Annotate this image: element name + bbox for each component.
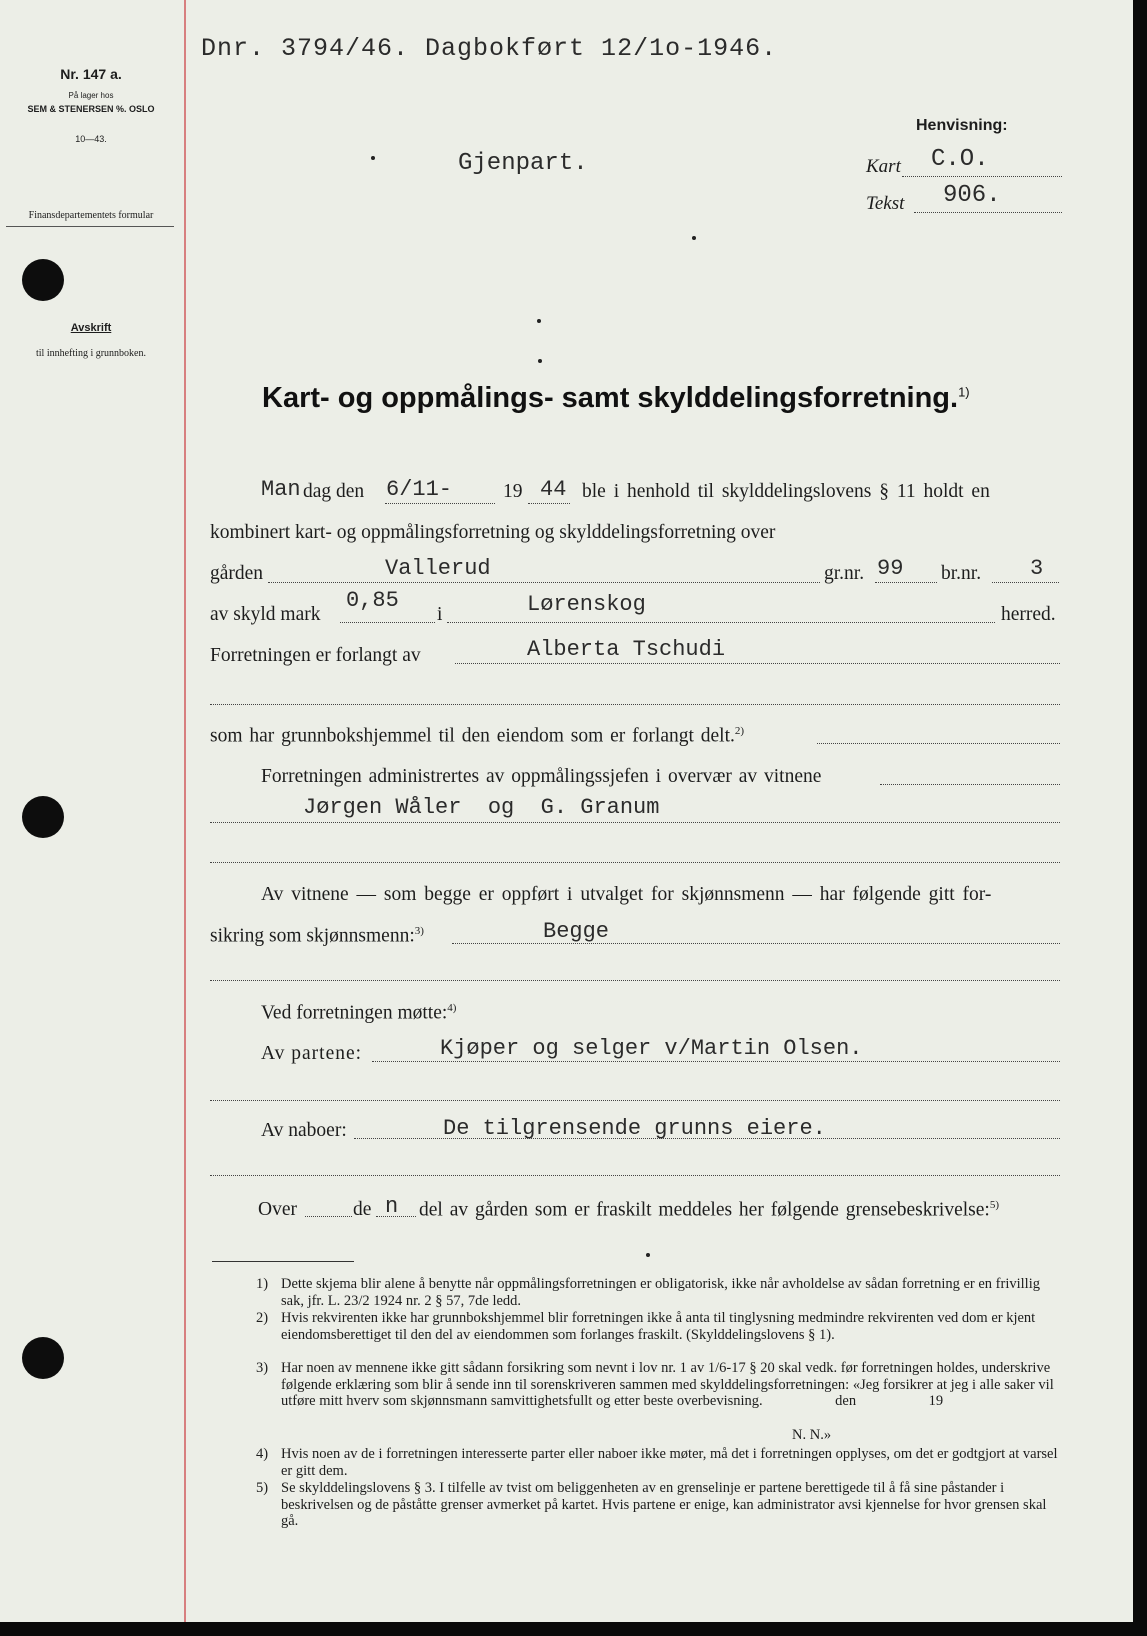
herred-dots: [447, 622, 995, 623]
grnr-label: gr.nr.: [824, 563, 865, 584]
blank-line: [210, 980, 1060, 981]
over-value: n: [385, 1194, 399, 1219]
over-rest: [419, 1199, 999, 1222]
vitner-line2-text: sikring som skjønnsmenn:: [210, 925, 415, 947]
kart-value: C.O.: [931, 146, 989, 173]
partene-label: Av partene:: [261, 1043, 363, 1064]
ink-speck: [692, 236, 696, 240]
footnote-text: Dette skjema blir alene å benytte når oppmålingsforretningen er obligatorisk, ikke når avholdelse av sådan forretning er en frivillig sak, jfr. L. 23/2 1924 nr. 2 § 57, 7de ledd.: [281, 1276, 1040, 1309]
footnote-signature: N. N.»: [792, 1427, 832, 1443]
avskrift-label: Avskrift: [70, 322, 112, 334]
footnote-number: 2): [256, 1310, 269, 1326]
print-date: 10—43.: [75, 134, 107, 144]
weekday-prefix: Man: [261, 477, 301, 502]
line1-text: ble i henhold til skylddelingslovens § 11 holdt en: [582, 481, 990, 502]
partene-dots: [372, 1061, 1060, 1062]
hjemmel-sentence: som har grunnbokshjemmel til den eiendom som er forlangt delt.: [210, 725, 735, 747]
forlangt-value: Alberta Tschudi: [527, 637, 726, 662]
ink-speck: [537, 319, 541, 323]
garden-dots: [268, 582, 820, 583]
over-rest-text: del av gården som er fraskilt meddeles her følgende grensebeskrivelse:: [419, 1199, 990, 1221]
blank-line: [210, 1100, 1060, 1101]
footnote-number: 4): [256, 1446, 269, 1462]
footnote-text: Har noen av mennene ikke gitt sådann forsikring som nevnt i lov nr. 1 av 1/6-17 § 20 skal vedk. før forretningen holdes, underskrive følgende erklæring som blir å sende inn til sorenskriveren sammen med skylddelingsforretningen: «Jeg forsikrer at jeg i alle saker vil utføre mitt hverv som skjønnsmann samvittighetsfullt og etter beste overbevisning. den 19: [281, 1360, 1058, 1409]
kart-label: Kart: [866, 156, 901, 177]
year-value: 44: [540, 477, 567, 502]
brnr-value: 3: [1030, 556, 1044, 581]
vitner-value: Begge: [543, 919, 610, 944]
skyld-value: 0,85: [346, 588, 399, 613]
garden-value: Vallerud: [385, 556, 491, 581]
journal-reference: Dnr. 3794/46. Dagbokført 12/1o-1946.: [201, 34, 778, 63]
printer-line: På lager hos: [68, 91, 114, 100]
avskrift-note: til innhefting i grunnboken.: [36, 348, 146, 359]
ink-speck: [538, 359, 542, 363]
hjemmel-dots: [817, 743, 1060, 744]
over-footnote-ref: 5): [989, 1199, 1000, 1211]
department-label: Finansdepartementets formular: [28, 210, 154, 221]
hjemmel-text: [210, 725, 744, 748]
department-rule: [6, 226, 174, 227]
ink-speck: [646, 1253, 650, 1257]
mote-label: [261, 1002, 456, 1025]
date-dots: [385, 503, 495, 504]
footnote-number: 5): [256, 1480, 269, 1496]
margin-rule: [184, 0, 186, 1622]
partene-value: Kjøper og selger v/Martin Olsen.: [440, 1036, 863, 1061]
brnr-label: br.nr.: [941, 563, 982, 584]
ink-speck: [371, 156, 375, 160]
garden-label: gården: [210, 563, 264, 584]
year-prefix: 19: [503, 481, 523, 502]
scan-edge-right: [1133, 0, 1147, 1636]
blank-line: [210, 862, 1060, 863]
punch-hole: [22, 1337, 64, 1379]
footnote-rule: [212, 1261, 354, 1262]
admin-dots: [880, 784, 1060, 785]
skyld-label: av skyld mark: [210, 604, 321, 625]
witnesses-dots: [210, 822, 1060, 823]
form-title: [262, 382, 970, 415]
scan-edge-bottom: [0, 1622, 1147, 1636]
i-label: i: [437, 604, 443, 625]
grnr-dots: [875, 582, 937, 583]
footnote-number: 3): [256, 1360, 269, 1376]
brnr-dots: [992, 582, 1059, 583]
blank-line: [210, 1175, 1060, 1176]
kart-dots: [902, 176, 1062, 177]
punch-hole: [22, 259, 64, 301]
over-label: Over: [258, 1199, 297, 1220]
footnote-text: Hvis noen av de i forretningen interesserte parter eller naboer ikke møter, må det i forretningen opplyses, om det er godtgjort at varsel er gitt dem.: [281, 1446, 1058, 1479]
mote-label-text: Ved forretningen møtte:: [261, 1002, 448, 1024]
tekst-label: Tekst: [866, 193, 905, 214]
naboer-value: De tilgrensende grunns eiere.: [443, 1116, 826, 1141]
date-value: 6/11-: [386, 477, 453, 502]
forlangt-label: Forretningen er forlangt av: [210, 645, 421, 666]
footnote-text: Se skylddelingslovens § 3. I tilfelle av tvist om beliggenheten av en grenselinje er partene berettigede til å få sine påstander i beskrivelsen og de påståtte grenser avmerket på kartet. Hvis partene er enige, kan administrator avsi kjennelse for hvor grensen skal gå.: [281, 1480, 1047, 1529]
title-footnote-ref: 1): [958, 384, 970, 400]
witnesses-value: Jørgen Wåler og G. Granum: [303, 795, 660, 820]
form-number: Nr. 147 a.: [60, 66, 122, 82]
vitner-line1: Av vitnene — som begge er oppført i utvalget for skjønnsmenn — har følgende gitt for-: [261, 884, 992, 905]
over-de: de: [353, 1199, 372, 1220]
herred-label: herred.: [1001, 604, 1056, 625]
blank-line: [210, 704, 1060, 705]
footnote-text: Hvis rekvirenten ikke har grunnbokshjemmel blir forretningen ikke å anta til tinglysning medmindre rekvirenten ved dom er kjent eiendomsberettiget til den del av eiendommen som forlanges fraskilt. (Skylddelingslovens § 1).: [281, 1310, 1036, 1343]
footnote-number: 1): [256, 1276, 269, 1292]
tekst-value: 906.: [943, 182, 1001, 209]
line2-text: kombinert kart- og oppmålingsforretning og skylddelingsforretning over: [210, 522, 776, 543]
vitner-footnote-ref: 3): [414, 925, 424, 937]
punch-hole: [22, 796, 64, 838]
copy-mark: Gjenpart.: [458, 150, 588, 177]
printer-name: SEM & STENERSEN %. OSLO: [27, 104, 155, 114]
grnr-value: 99: [877, 556, 904, 581]
vitner-line2: [210, 925, 424, 948]
admin-text: Forretningen administrertes av oppmålingssjefen i overvær av vitnene: [261, 766, 822, 787]
over-dots: [305, 1216, 352, 1217]
naboer-label: Av naboer:: [261, 1120, 347, 1141]
weekday-suffix: dag den: [303, 481, 365, 502]
year-dots: [528, 503, 570, 504]
skyld-dots: [340, 622, 435, 623]
tekst-dots: [914, 212, 1062, 213]
hjemmel-footnote-ref: 2): [734, 725, 745, 737]
herred-value: Lørenskog: [527, 592, 646, 617]
reference-heading: Henvisning:: [916, 117, 1008, 134]
forlangt-dots: [455, 663, 1060, 664]
mote-footnote-ref: 4): [447, 1002, 457, 1014]
form-title-text: Kart- og oppmålings- samt skylddelingsforretning.: [262, 382, 959, 414]
